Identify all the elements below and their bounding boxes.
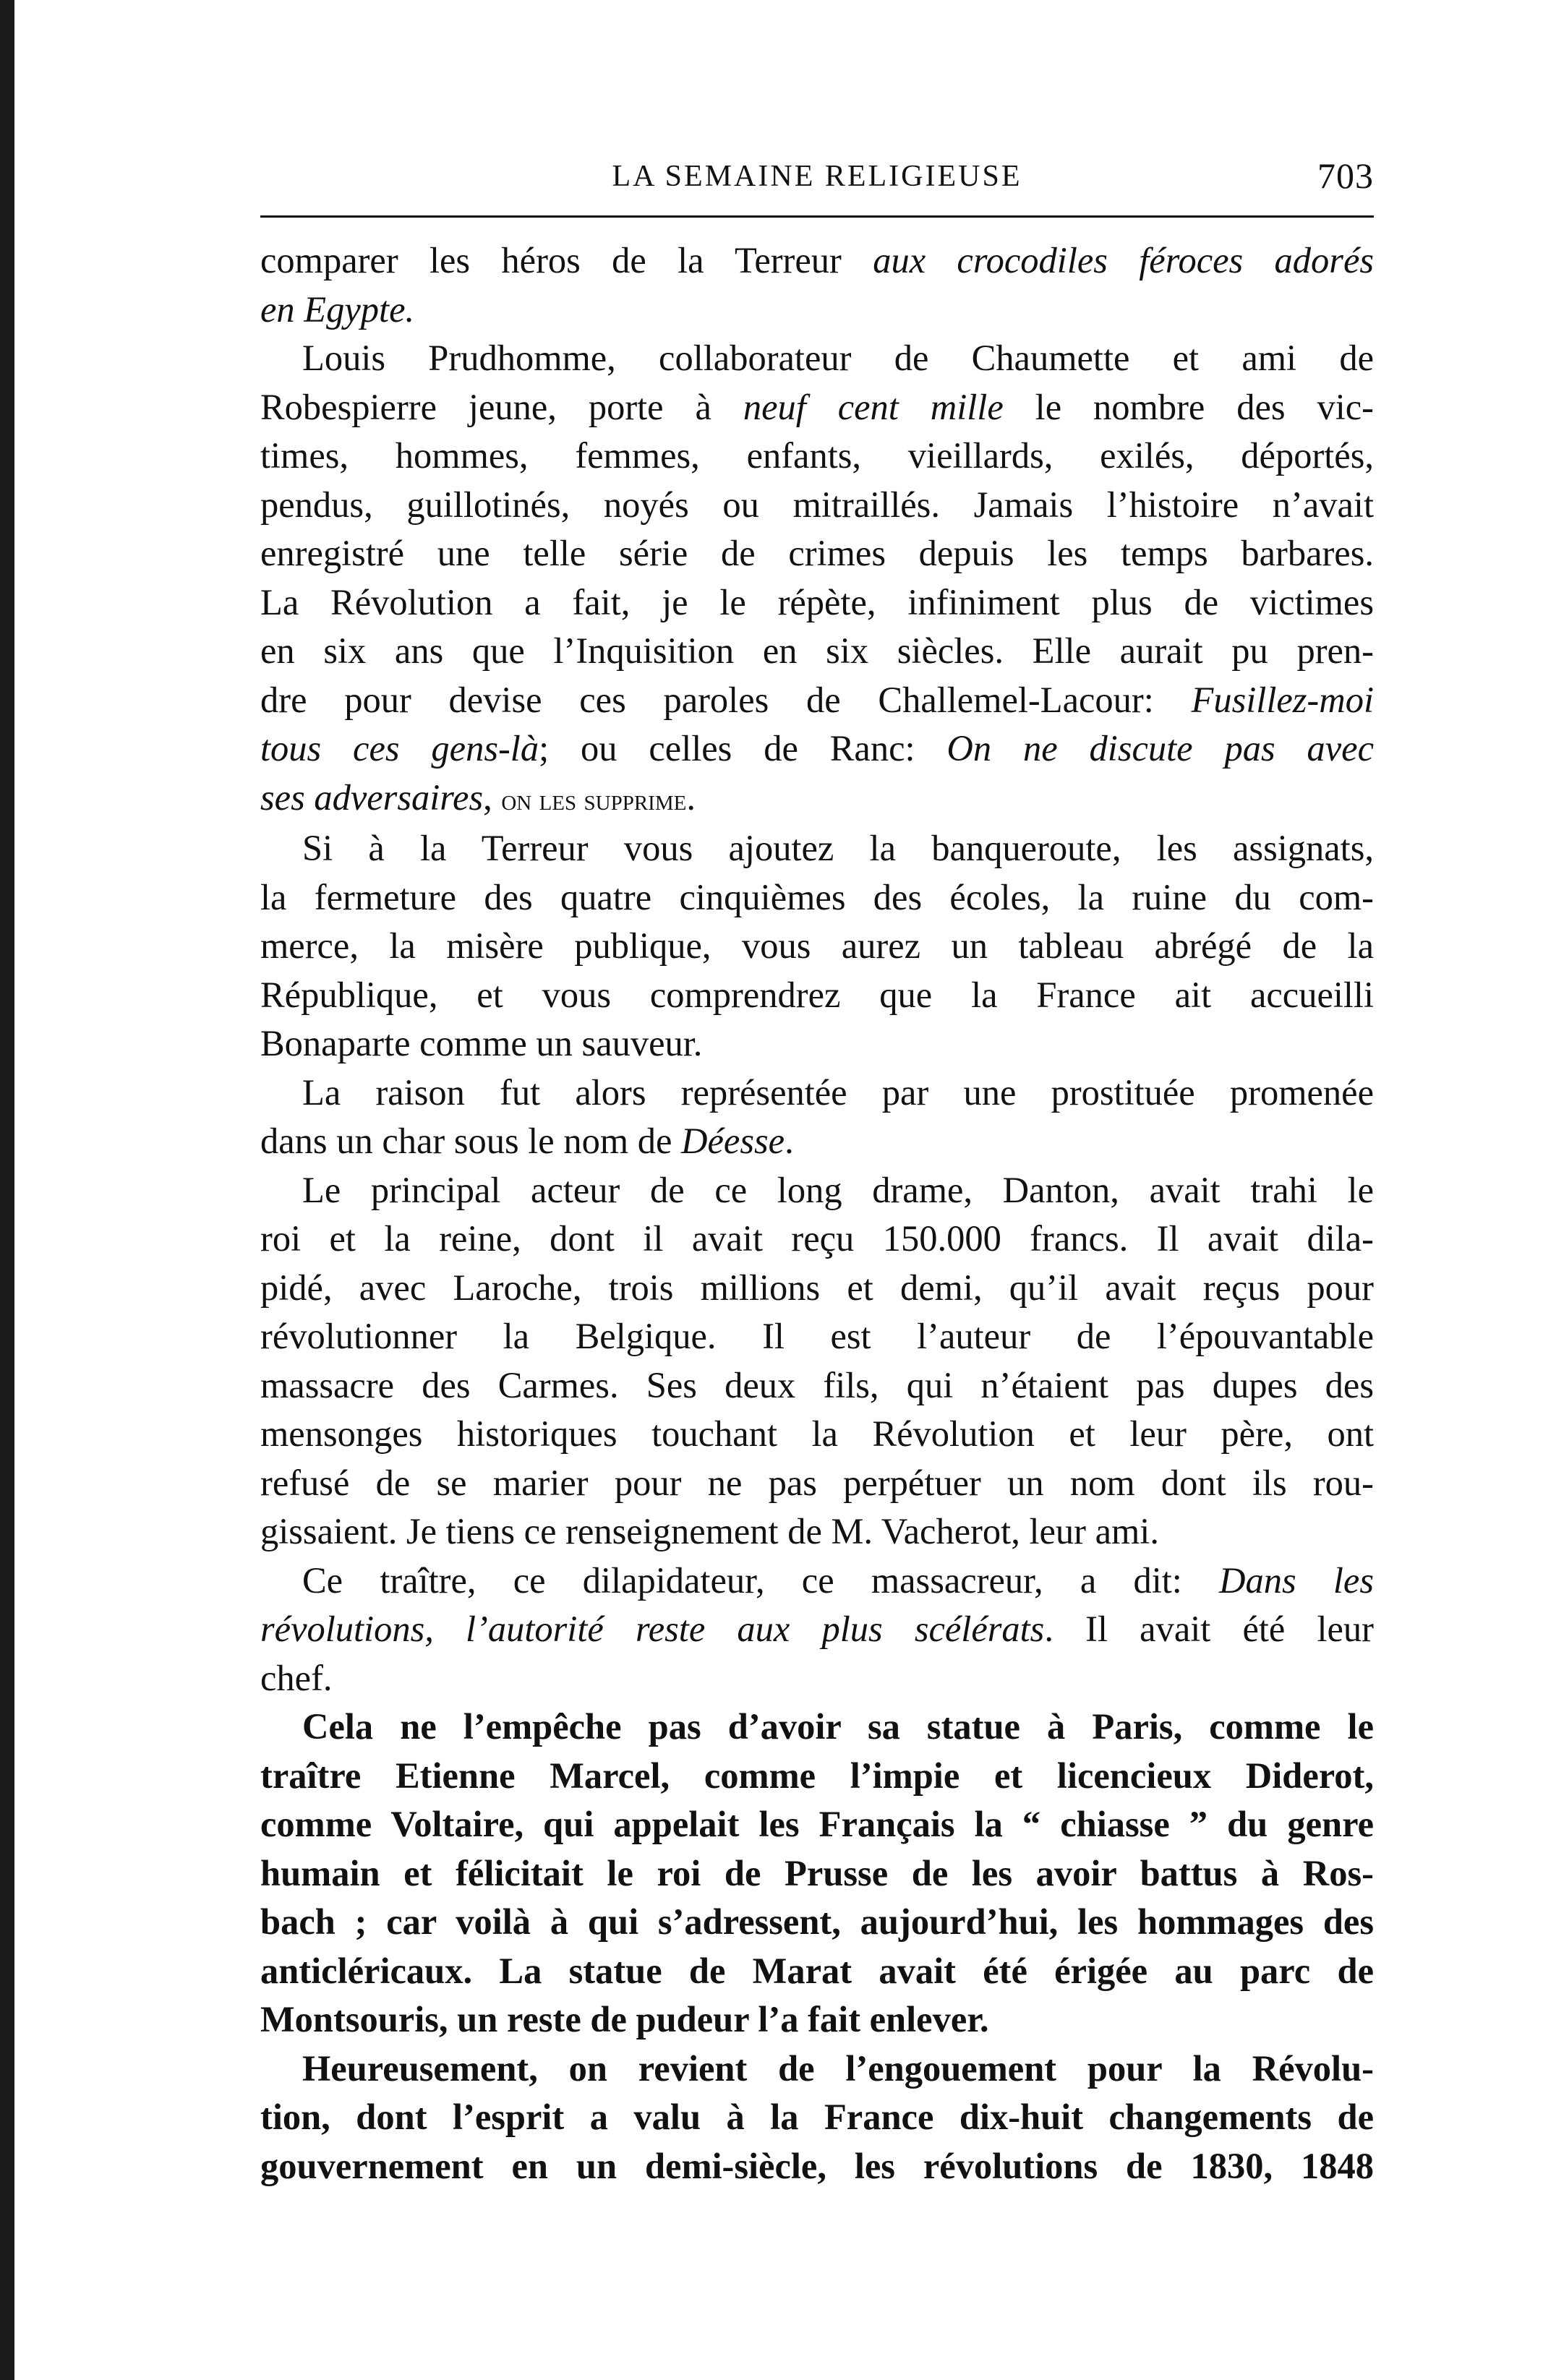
- italic-text: ses adversaires: [260, 776, 484, 818]
- text-line: [260, 383, 1374, 432]
- text-line: [260, 1898, 1374, 1947]
- text-segment: anticléricaux. La statue de Marat avait été érigée au parc de: [260, 1950, 1374, 1991]
- text-line: [260, 873, 1374, 923]
- text-segment: Louis Prudhomme, collaborateur de Chaumette et ami de: [302, 338, 1374, 378]
- italic-text: Déesse: [681, 1121, 785, 1161]
- italic-text: tous ces gens-là: [260, 728, 539, 769]
- text-line: [260, 1752, 1374, 1801]
- italic-text: en Egypte.: [260, 288, 415, 330]
- text-line: [260, 1800, 1374, 1849]
- text-segment: Si à la Terreur vous ajoutez la banqueroute, les assignats,: [302, 828, 1374, 868]
- text-segment: enregistré une telle série de crimes depuis les temps barbares.: [260, 533, 1374, 573]
- running-header: [260, 145, 1374, 195]
- text-line: [260, 724, 1374, 774]
- italic-text: révolutions, l’autorité reste aux plus scélérats: [260, 1609, 1045, 1649]
- text-line: [260, 1703, 1374, 1752]
- text-segment: times, hommes, femmes, enfants, vieillards, exilés, déportés,: [260, 435, 1374, 476]
- text-line: [260, 971, 1374, 1020]
- text-segment: refusé de se marier pour ne pas perpétuer un nom dont ils rou-: [260, 1462, 1374, 1503]
- text-line: [260, 236, 1374, 286]
- text-segment: tion, dont l’esprit a valu à la France dix-huit changements de: [260, 2097, 1374, 2137]
- text-segment: ,: [483, 776, 502, 818]
- italic-text: Dans les: [1219, 1559, 1374, 1601]
- text-line: [260, 1410, 1374, 1459]
- text-segment: Le principal acteur de ce long drame, Danton, avait trahi le: [302, 1169, 1374, 1210]
- text-line: [260, 2142, 1374, 2191]
- text-line: [260, 2093, 1374, 2142]
- text-line: [260, 1507, 1374, 1557]
- italic-text: neuf cent mille: [743, 386, 1004, 427]
- running-title: LA SEMAINE RELIGIEUSE: [612, 160, 1022, 193]
- page-number: 703: [1317, 155, 1374, 196]
- text-segment: pidé, avec Laroche, trois millions et demi, qu’il avait reçus pour: [260, 1267, 1374, 1308]
- body-text: [260, 236, 1374, 2191]
- text-segment: merce, la misère publique, vous aurez un tableau abrégé de la: [260, 925, 1374, 966]
- text-segment: .: [686, 776, 696, 818]
- text-line: [260, 824, 1374, 873]
- text-line: [260, 1605, 1374, 1654]
- text-segment: Cela ne l’empêche pas d’avoir sa statue à Paris, comme le: [302, 1706, 1374, 1747]
- smallcaps-text: on les supprime: [501, 782, 687, 816]
- text-line: [260, 1312, 1374, 1361]
- text-line: [260, 627, 1374, 676]
- text-line: [260, 1459, 1374, 1508]
- text-segment: Bonaparte comme un sauveur.: [260, 1023, 703, 1063]
- text-segment: dans un char sous le nom de: [260, 1121, 682, 1161]
- text-line: [260, 1215, 1374, 1264]
- text-segment: le nombre des vic-: [1003, 386, 1374, 427]
- text-segment: République, et vous comprendrez que la France ait accueilli: [260, 974, 1374, 1015]
- text-line: [260, 481, 1374, 530]
- text-line: [260, 676, 1374, 725]
- text-segment: comme Voltaire, qui appelait les Français la “ chiasse ” du genre: [260, 1804, 1374, 1844]
- text-line: [260, 922, 1374, 971]
- text-line: [260, 1947, 1374, 1996]
- text-segment: révolutionner la Belgique. Il est l’auteur de l’épouvantable: [260, 1316, 1374, 1356]
- text-line: [260, 1361, 1374, 1411]
- text-segment: dre pour devise ces paroles de Challemel-Lacour:: [260, 679, 1192, 720]
- text-line: [260, 1166, 1374, 1215]
- text-segment: La Révolution a fait, je le répète, infiniment plus de victimes: [260, 581, 1374, 622]
- text-line: [260, 1654, 1374, 1703]
- text-segment: Montsouris, un reste de pudeur l’a fait enlever.: [260, 1999, 989, 2039]
- text-line: [260, 432, 1374, 481]
- text-line: [260, 529, 1374, 578]
- scan-border: [0, 0, 14, 2380]
- text-line: [260, 1849, 1374, 1899]
- text-line: [260, 1117, 1374, 1166]
- text-line: [260, 1069, 1374, 1118]
- text-segment: traître Etienne Marcel, comme l’impie et licencieux Diderot,: [260, 1755, 1374, 1796]
- text-line: [260, 286, 1374, 335]
- text-segment: pendus, guillotinés, noyés ou mitraillés. Jamais l’histoire n’avait: [260, 484, 1374, 525]
- text-segment: humain et félicitait le roi de Prusse de les avoir battus à Ros-: [260, 1852, 1374, 1893]
- text-segment: comparer les héros de la Terreur: [260, 240, 873, 281]
- text-segment: gouvernement en un demi-siècle, les révolutions de 1830, 1848: [260, 2145, 1374, 2186]
- text-segment: roi et la reine, dont il avait reçu 150.000 francs. Il avait dila-: [260, 1218, 1374, 1259]
- italic-text: aux crocodiles féroces adorés: [873, 240, 1375, 281]
- text-line: [260, 578, 1374, 628]
- text-line: [260, 2045, 1374, 2094]
- text-segment: Heureusement, on revient de l’engouement pour la Révolu-: [302, 2047, 1374, 2089]
- page: [260, 145, 1374, 2191]
- text-line: [260, 1264, 1374, 1313]
- text-segment: gissaient. Je tiens ce renseignement de M. Vacherot, leur ami.: [260, 1511, 1159, 1551]
- italic-text: Fusillez-moi: [1191, 679, 1374, 720]
- text-segment: .: [785, 1121, 794, 1161]
- text-segment: Robespierre jeune, porte à: [260, 386, 743, 427]
- italic-text: On ne discute pas avec: [946, 728, 1374, 769]
- text-segment: chef.: [260, 1657, 333, 1698]
- text-segment: Ce traître, ce dilapidateur, ce massacreur, a dit:: [302, 1559, 1220, 1601]
- text-segment: la fermeture des quatre cinquièmes des écoles, la ruine du com-: [260, 876, 1374, 917]
- text-segment: massacre des Carmes. Ses deux fils, qui n’étaient pas dupes des: [260, 1364, 1374, 1405]
- text-segment: en six ans que l’Inquisition en six siècles. Elle aurait pu pren-: [260, 630, 1374, 671]
- text-segment: La raison fut alors représentée par une prostituée promenée: [302, 1071, 1374, 1113]
- text-segment: ; ou celles de Ranc:: [539, 728, 947, 769]
- text-line: [260, 1557, 1374, 1606]
- text-line: [260, 1995, 1374, 2045]
- text-segment: mensonges historiques touchant la Révolution et leur père, ont: [260, 1413, 1374, 1454]
- text-segment: bach ; car voilà à qui s’adressent, aujourd’hui, les hommages des: [260, 1901, 1374, 1942]
- header-rule: [260, 215, 1374, 218]
- text-segment: . Il avait été leur: [1044, 1609, 1374, 1649]
- text-line: [260, 1019, 1374, 1069]
- text-line: [260, 774, 1374, 825]
- text-line: [260, 334, 1374, 383]
